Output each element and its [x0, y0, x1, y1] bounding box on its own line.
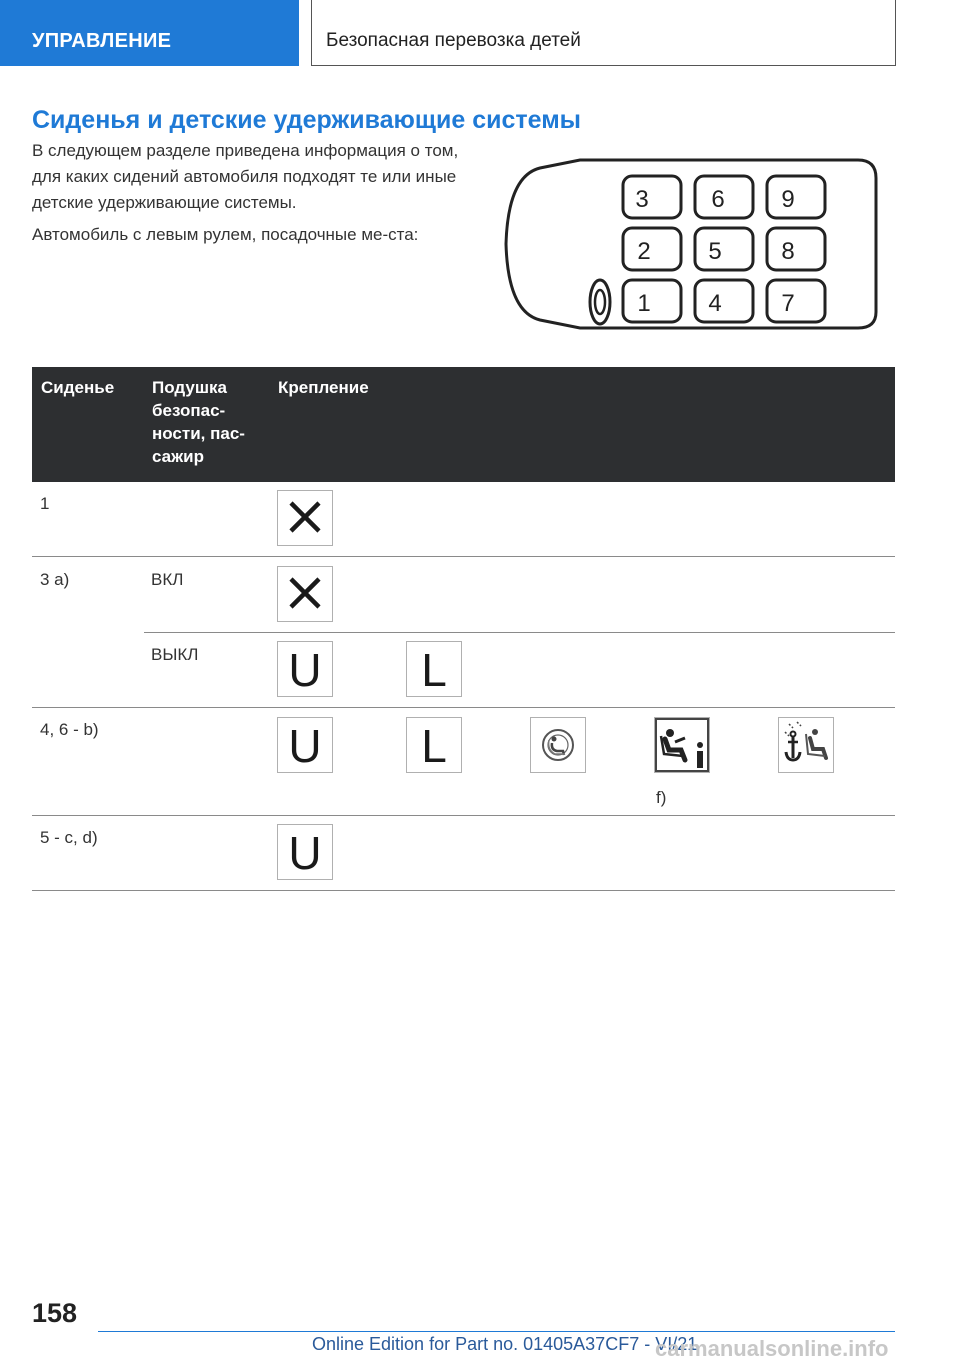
row2-symbol-1: [277, 566, 333, 622]
row1-seat: 1: [40, 494, 50, 513]
page-number: 158: [32, 1298, 78, 1328]
cross-icon: [278, 491, 332, 545]
seat-layout-diagram: [500, 152, 880, 332]
semi-universal-symbol: L: [421, 720, 447, 772]
row4-symbol-5: [778, 717, 834, 773]
watermark: carmanualsonline.info: [655, 1336, 889, 1361]
header-mount: Крепление: [278, 378, 369, 397]
section-tab: [0, 0, 299, 66]
intro-paragraph-1: В следующем разделе приведена информация о том, для каких сидений автомобиля подходят те или иные детские удерживающие системы.: [32, 141, 459, 212]
row4-symbol-1: [277, 717, 333, 773]
row4-seat: 4, 6 - b): [40, 720, 99, 739]
seat-4-label: 4: [708, 290, 722, 317]
table-header: [32, 367, 895, 482]
section-label: УПРАВЛЕНИЕ: [32, 30, 172, 52]
row3-airbag: ВЫКЛ: [151, 645, 199, 664]
footer-rule: [98, 1331, 895, 1332]
header-airbag: Подушка безопас-ности, пас-сажир: [152, 378, 245, 466]
seat-7-label: 7: [781, 290, 795, 317]
row4-symbol-3: [530, 717, 586, 773]
seat-2-label: 2: [637, 238, 651, 265]
subsection-tab: [311, 0, 896, 66]
row1-symbol-1: [277, 490, 333, 546]
subsection-label: Безопасная перевозка детей: [326, 30, 581, 51]
child-seat-info-icon: [655, 718, 709, 772]
row4-symbol-4: [654, 717, 710, 773]
row5-seat: 5 - c, d): [40, 828, 98, 847]
page-title: Сиденья и детские удерживающие системы: [32, 106, 582, 134]
row-divider: [32, 707, 895, 708]
seat-9-label: 9: [781, 186, 795, 213]
steering-wheel-icon: [590, 280, 610, 324]
universal-symbol: U: [288, 644, 322, 696]
seat-8-label: 8: [781, 238, 795, 265]
row3-symbol-2: [406, 641, 462, 697]
universal-symbol: U: [288, 720, 322, 772]
row3-symbol-1: [277, 641, 333, 697]
seat-3-label: 3: [635, 186, 649, 213]
seat-5-label: 5: [708, 238, 722, 265]
row4-symbol-2: [406, 717, 462, 773]
row4-footnote: f): [656, 788, 667, 807]
row2-airbag: ВКЛ: [151, 570, 184, 589]
row-divider: [144, 632, 895, 633]
seat-6-label: 6: [711, 186, 725, 213]
intro-text: [32, 138, 462, 248]
semi-universal-symbol: L: [421, 644, 447, 696]
isofix-anchor-icon: [779, 718, 833, 772]
cross-icon: [278, 567, 332, 621]
row5-symbol-1: [277, 824, 333, 880]
row2-seat: 3 a): [40, 570, 70, 589]
edition-note: Online Edition for Part no. 01405A37CF7 - VI/21: [312, 1334, 698, 1354]
universal-symbol: U: [288, 827, 322, 879]
child-seat-icon: [531, 718, 585, 772]
intro-paragraph-2: Автомобиль с левым рулем, посадочные ме-ста:: [32, 225, 419, 244]
seat-1-label: 1: [637, 290, 651, 317]
row-divider: [32, 815, 895, 816]
row-divider: [32, 890, 895, 891]
header-seat: Сиденье: [41, 378, 115, 397]
row-divider: [32, 556, 895, 557]
